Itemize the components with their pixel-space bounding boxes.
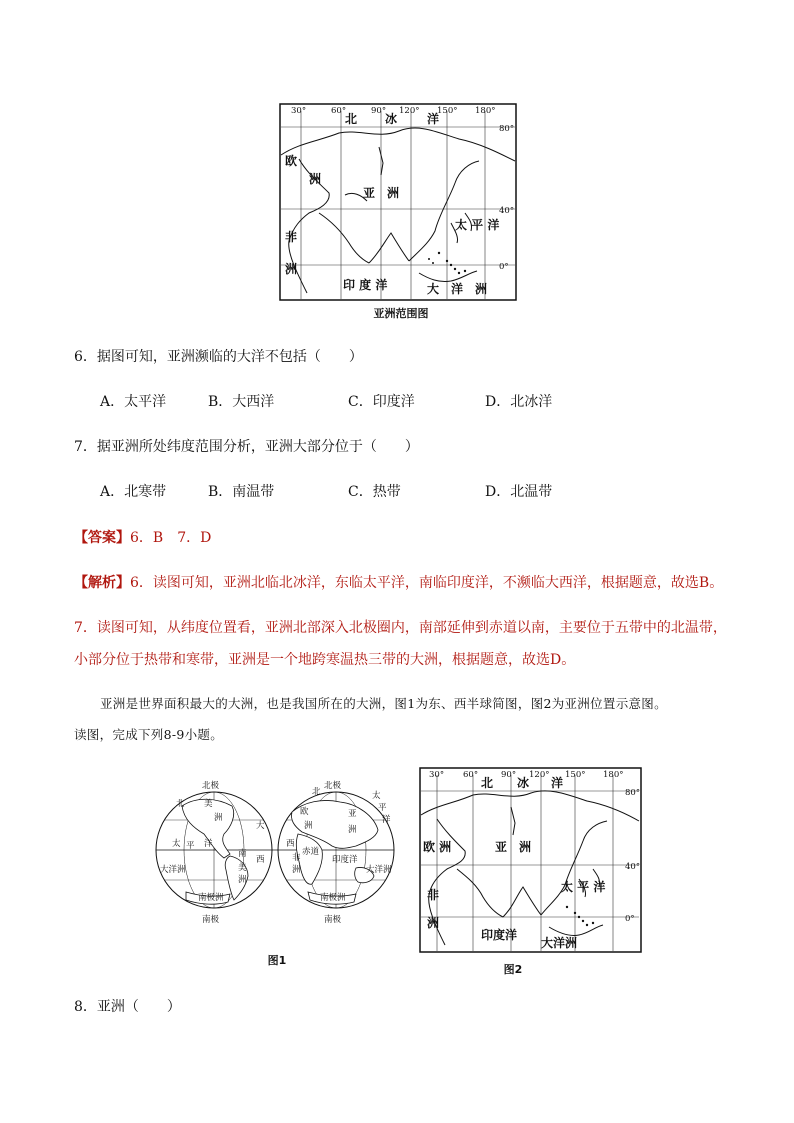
label-oceania: 大 洋 洲 (427, 282, 488, 296)
label-fig1: 平 (378, 803, 387, 813)
deg-label: 0° (499, 262, 509, 272)
label-fig1: 洲 (238, 875, 247, 885)
q7-option-d[interactable]: D．北温带 (485, 484, 553, 500)
label-europe: 欧 (285, 154, 298, 168)
deg-label: 0° (625, 914, 635, 924)
label-fig1: 洋 (382, 815, 391, 825)
question-8-stem: 8．亚洲（ ） (74, 999, 181, 1015)
label-pacific: 太 平 洋 (455, 218, 500, 232)
analysis-line-3: 小部分位于热带和寒带，亚洲是一个地跨寒温热三带的大洲，根据题意，故选D。 (74, 652, 576, 668)
label-asia: 亚 洲 (363, 186, 400, 200)
answer-tag: 【答案】 (74, 530, 130, 546)
deg-label: 180° (475, 106, 496, 116)
label-north-pole: 北极 (202, 781, 220, 791)
deg-label: 80° (499, 124, 515, 134)
asia-map-graphic (279, 103, 517, 301)
asia-position-map (419, 767, 642, 953)
deg-label: 120° (399, 106, 420, 116)
deg-label: 60° (463, 770, 479, 780)
analysis-line-1 (74, 573, 734, 593)
label-fig1: 北 (176, 799, 185, 809)
label-ocean: 洋 (551, 776, 564, 790)
label-south-pole: 南极 (324, 915, 342, 925)
deg-label: 80° (625, 788, 641, 798)
hemispheres-figure (152, 776, 400, 926)
deg-label: 40° (625, 862, 641, 872)
map1-caption: 亚洲范围图 (373, 307, 429, 320)
label-fig1: 西 (286, 839, 295, 849)
label-fig1: 赤道 (302, 847, 320, 857)
deg-label: 150° (565, 770, 586, 780)
label-europe: 欧 洲 (423, 840, 452, 854)
label-ocean: 洋 (427, 112, 440, 126)
analysis-text-1: 6．读图可知，亚洲北临北冰洋，东临太平洋，南临印度洋，不濒临大西洋，根据题意，故选B。 (130, 575, 724, 591)
label-fig1: 南极洲 (320, 893, 346, 903)
label-africa: 洲 (427, 916, 440, 930)
deg-label: 60° (331, 106, 347, 116)
intro-line-1: 亚洲是世界面积最大的大洲，也是我国所在的大洲，图1为东、西半球简图，图2为亚洲位置示意图。 (100, 696, 667, 711)
analysis-line-2: 7．读图可知，从纬度位置看，亚洲北部深入北极圈内，南部延伸到赤道以南，主要位于五带中的北温带， (74, 620, 727, 636)
deg-label: 120° (529, 770, 550, 780)
label-fig1: 洋 (204, 839, 213, 849)
label-north: 北 (481, 776, 494, 790)
q7-option-b[interactable]: B．南温带 (208, 484, 275, 500)
fig2-caption: 图2 (503, 963, 523, 976)
label-fig1: 太 (372, 791, 381, 801)
label-fig1: 南 (238, 849, 247, 859)
label-fig1: 北 (312, 787, 321, 797)
answer-text: 6．B 7．D (130, 530, 212, 546)
q6-option-a[interactable]: A．太平洋 (100, 394, 167, 410)
label-fig1: 美 (238, 863, 247, 873)
deg-label: 150° (437, 106, 458, 116)
label-fig1: 洲 (304, 821, 313, 831)
q7-option-a[interactable]: A．北寒带 (100, 484, 167, 500)
label-pacific: 太 平 洋 (561, 880, 606, 894)
label-fig1: 洲 (348, 825, 357, 835)
analysis-tag: 【解析】 (74, 575, 130, 591)
deg-label: 90° (371, 106, 387, 116)
asia-position-graphic (419, 767, 642, 953)
question-6-stem: 6．据图可知，亚洲濒临的大洋不包括（ ） (74, 349, 363, 365)
asia-range-map (279, 103, 517, 301)
label-fig1: 洲 (292, 865, 301, 875)
label-fig1: 西 (256, 855, 265, 865)
label-oceania: 大洋洲 (541, 936, 578, 950)
label-fig1: 亚 (348, 809, 357, 819)
label-fig1: 欧 (300, 807, 309, 817)
label-ice: 冰 (517, 776, 530, 790)
label-ice: 冰 (385, 112, 398, 126)
label-asia: 亚 洲 (495, 840, 532, 854)
deg-label: 30° (291, 106, 307, 116)
label-fig1: 平 (186, 841, 195, 851)
question-7-stem: 7．据亚洲所处纬度范围分析，亚洲大部分位于（ ） (74, 439, 419, 455)
label-indian-ocean: 印 度 洋 (343, 278, 388, 292)
q6-option-b[interactable]: B．大西洋 (208, 394, 275, 410)
label-fig1: 洲 (214, 813, 223, 823)
hemispheres-graphic (152, 776, 400, 926)
label-europe: 洲 (309, 172, 322, 186)
q6-option-c[interactable]: C．印度洋 (348, 394, 415, 410)
label-fig1: 太 (172, 839, 181, 849)
q7-option-c[interactable]: C．热带 (348, 484, 401, 500)
deg-label: 30° (429, 770, 445, 780)
q6-option-d[interactable]: D．北冰洋 (485, 394, 553, 410)
label-fig1: 南极洲 (198, 893, 224, 903)
label-south-pole: 南极 (202, 915, 220, 925)
label-fig1: 非 (292, 853, 301, 863)
intro-line-2: 读图，完成下列8-9小题。 (74, 727, 224, 742)
deg-label: 40° (499, 206, 515, 216)
label-fig1: 印度洋 (332, 855, 358, 865)
label-fig1: 美 (204, 799, 213, 809)
label-fig1: 大洋洲 (366, 865, 392, 875)
label-fig1: 大洋洲 (160, 865, 186, 875)
label-north: 北 (345, 112, 358, 126)
label-africa: 洲 (285, 262, 298, 276)
label-africa: 非 (285, 230, 298, 244)
fig1-caption: 图1 (267, 954, 287, 967)
label-north-pole: 北极 (324, 781, 342, 791)
answer-line (74, 528, 211, 548)
deg-label: 90° (501, 770, 517, 780)
label-africa: 非 (427, 888, 440, 902)
label-fig1: 大 (256, 821, 265, 831)
deg-label: 180° (603, 770, 624, 780)
label-indian-ocean: 印度洋 (481, 928, 518, 942)
